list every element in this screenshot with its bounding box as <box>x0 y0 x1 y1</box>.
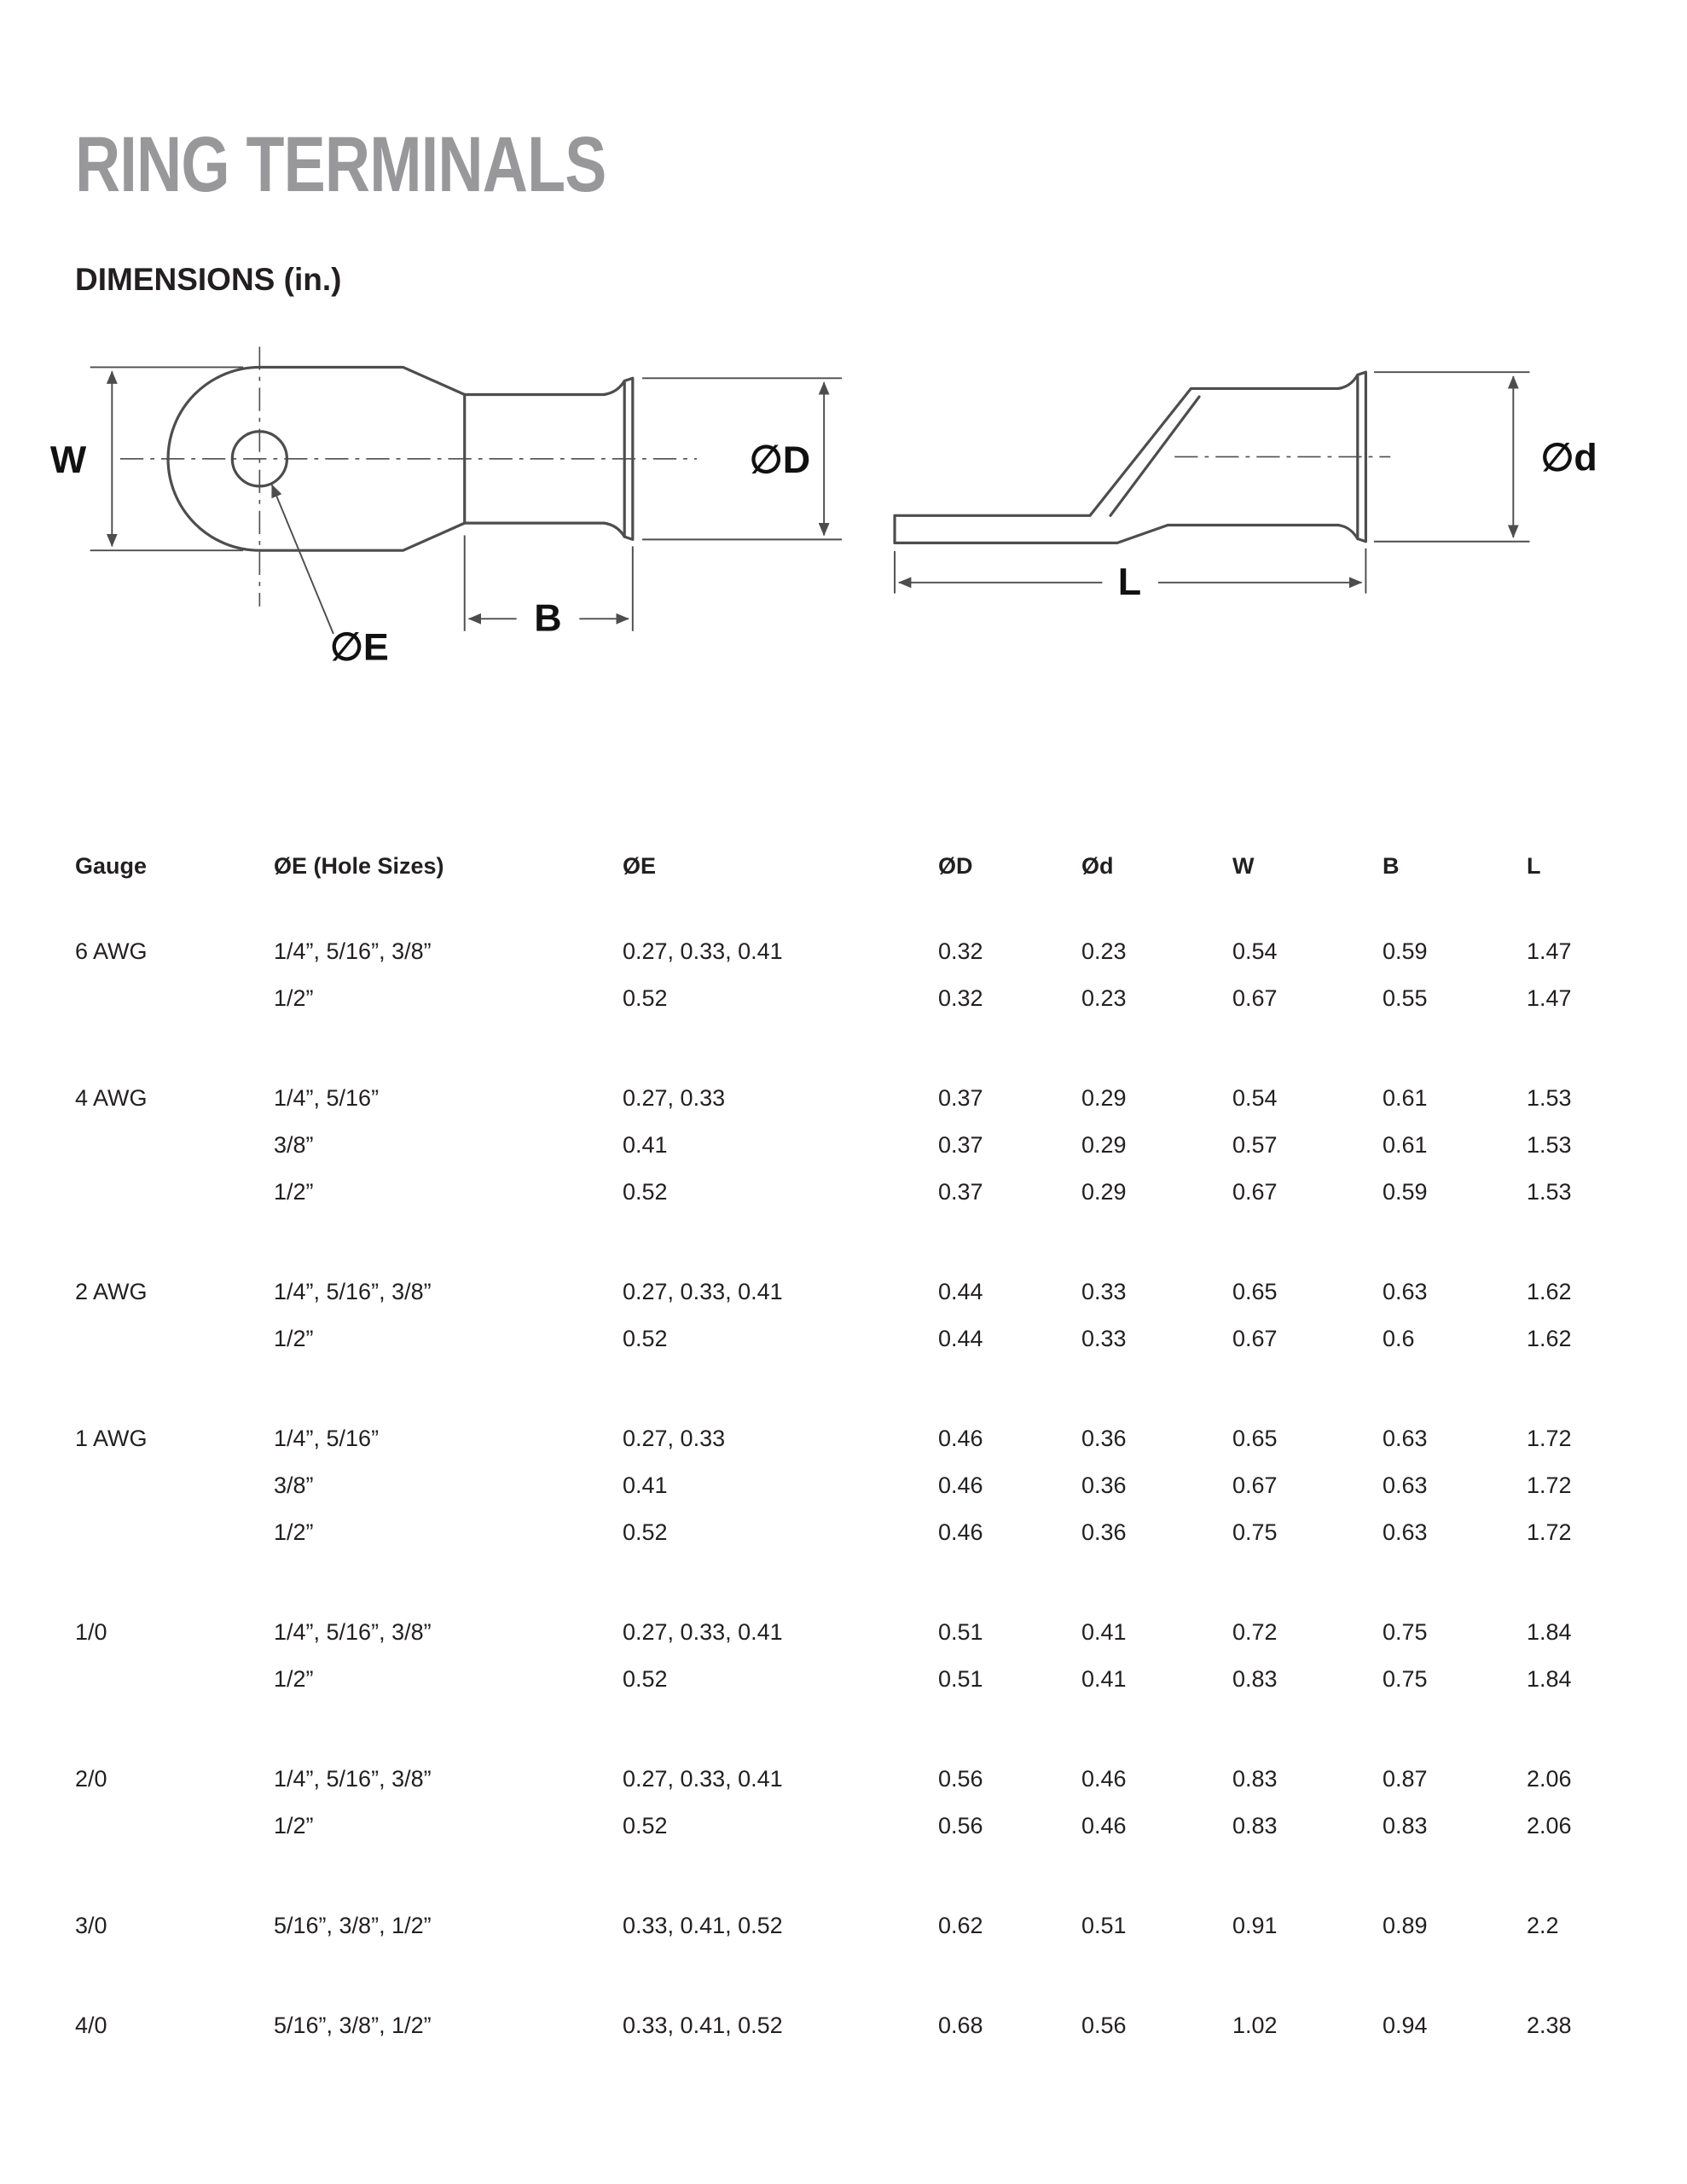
table-group <box>75 1902 1612 1949</box>
table-row <box>75 975 1612 1022</box>
cell-w: 0.83 <box>1232 1813 1278 1839</box>
table-row <box>75 1656 1612 1703</box>
cell-od: 0.46 <box>938 1472 983 1499</box>
cell-gauge: 4/0 <box>75 2013 107 2039</box>
cell-l: 1.72 <box>1527 1472 1572 1499</box>
cell-l: 1.62 <box>1527 1279 1572 1305</box>
col-header-od: ØD <box>938 853 973 880</box>
cell-b: 0.83 <box>1383 1813 1428 1839</box>
cell-w: 0.65 <box>1232 1279 1278 1305</box>
cell-od_small: 0.29 <box>1081 1132 1127 1159</box>
cell-l: 1.62 <box>1527 1326 1572 1352</box>
col-header-l: L <box>1527 853 1541 880</box>
table-group <box>75 928 1612 1022</box>
col-header-oe: ØE <box>623 853 657 880</box>
cell-oe: 0.27, 0.33, 0.41 <box>623 938 783 965</box>
col-header-b: B <box>1383 853 1400 880</box>
cell-hole_sizes: 1/2” <box>274 1519 314 1546</box>
cell-w: 0.54 <box>1232 938 1278 965</box>
cell-hole_sizes: 5/16”, 3/8”, 1/2” <box>274 1913 432 1939</box>
cell-gauge: 1 AWG <box>75 1426 148 1452</box>
cell-hole_sizes: 1/4”, 5/16”, 3/8” <box>274 1279 432 1305</box>
cell-w: 0.57 <box>1232 1132 1278 1159</box>
cell-oe: 0.33, 0.41, 0.52 <box>623 1913 783 1939</box>
cell-w: 1.02 <box>1232 2013 1278 2039</box>
cell-b: 0.87 <box>1383 1766 1428 1792</box>
table-row <box>75 1462 1612 1509</box>
cell-hole_sizes: 1/4”, 5/16” <box>274 1085 380 1112</box>
dimension-lines <box>895 373 1530 594</box>
cell-w: 0.72 <box>1232 1619 1278 1646</box>
cell-hole_sizes: 1/2” <box>274 1179 314 1205</box>
cell-l: 1.53 <box>1527 1179 1572 1205</box>
cell-oe: 0.33, 0.41, 0.52 <box>623 2013 783 2039</box>
cell-l: 1.84 <box>1527 1619 1572 1646</box>
cell-od_small: 0.29 <box>1081 1179 1127 1205</box>
table-group <box>75 1075 1612 1216</box>
cell-hole_sizes: 5/16”, 3/8”, 1/2” <box>274 2013 432 2039</box>
cell-l: 1.72 <box>1527 1426 1572 1452</box>
cell-b: 0.75 <box>1383 1666 1428 1693</box>
cell-od: 0.62 <box>938 1913 983 1939</box>
dim-label-l: L <box>1118 560 1142 604</box>
cell-w: 0.83 <box>1232 1766 1278 1792</box>
cell-b: 0.75 <box>1383 1619 1428 1646</box>
cell-od_small: 0.36 <box>1081 1472 1127 1499</box>
table-row <box>75 1122 1612 1169</box>
cell-od: 0.68 <box>938 2013 983 2039</box>
cell-od: 0.46 <box>938 1519 983 1546</box>
dim-label-oe: ∅E <box>329 624 389 669</box>
table-row <box>75 1169 1612 1216</box>
cell-od_small: 0.41 <box>1081 1666 1127 1693</box>
cell-od_small: 0.46 <box>1081 1766 1127 1792</box>
cell-b: 0.61 <box>1383 1132 1428 1159</box>
cell-b: 0.55 <box>1383 985 1428 1012</box>
cell-od_small: 0.23 <box>1081 985 1127 1012</box>
terminal-side-outline <box>895 373 1365 543</box>
cell-hole_sizes: 1/4”, 5/16”, 3/8” <box>274 1619 432 1646</box>
cell-w: 0.67 <box>1232 985 1278 1012</box>
page-title: RING TERMINALS <box>75 121 606 208</box>
cell-od_small: 0.23 <box>1081 938 1127 965</box>
table-row <box>75 1075 1612 1122</box>
cell-od: 0.46 <box>938 1426 983 1452</box>
cell-oe: 0.52 <box>623 1813 668 1839</box>
cell-oe: 0.27, 0.33, 0.41 <box>623 1279 783 1305</box>
cell-l: 1.72 <box>1527 1519 1572 1546</box>
cell-l: 1.53 <box>1527 1085 1572 1112</box>
cell-od: 0.32 <box>938 938 983 965</box>
cell-hole_sizes: 1/4”, 5/16”, 3/8” <box>274 938 432 965</box>
cell-l: 1.47 <box>1527 938 1572 965</box>
dim-label-w: W <box>49 438 87 482</box>
cell-gauge: 1/0 <box>75 1619 107 1646</box>
table-row <box>75 1756 1612 1803</box>
cell-l: 1.47 <box>1527 985 1572 1012</box>
cell-od_small: 0.41 <box>1081 1619 1127 1646</box>
cell-w: 0.67 <box>1232 1179 1278 1205</box>
cell-oe: 0.27, 0.33 <box>623 1085 726 1112</box>
table-row <box>75 1509 1612 1556</box>
cell-od_small: 0.51 <box>1081 1913 1127 1939</box>
table-row <box>75 2002 1612 2049</box>
col-header-od-small: Ød <box>1081 853 1114 880</box>
dimensions-heading: DIMENSIONS (in.) <box>75 262 342 298</box>
cell-b: 0.89 <box>1383 1913 1428 1939</box>
cell-od_small: 0.33 <box>1081 1279 1127 1305</box>
front-view-diagram <box>41 344 861 672</box>
cell-gauge: 4 AWG <box>75 1085 148 1112</box>
dim-label-od-small: ∅d <box>1540 435 1598 479</box>
side-view-diagram <box>888 361 1612 614</box>
cell-l: 2.2 <box>1527 1913 1559 1939</box>
cell-od_small: 0.56 <box>1081 2013 1127 2039</box>
cell-hole_sizes: 1/4”, 5/16” <box>274 1426 380 1452</box>
cell-oe: 0.52 <box>623 1179 668 1205</box>
cell-b: 0.94 <box>1383 2013 1428 2039</box>
cell-od: 0.37 <box>938 1085 983 1112</box>
cell-b: 0.63 <box>1383 1519 1428 1546</box>
cell-b: 0.6 <box>1383 1326 1415 1352</box>
cell-w: 0.91 <box>1232 1913 1278 1939</box>
table-header-row <box>75 843 1612 890</box>
dim-label-od: ∅D <box>749 438 811 482</box>
table-row <box>75 1609 1612 1656</box>
cell-od: 0.32 <box>938 985 983 1012</box>
technical-drawings <box>41 344 1612 672</box>
table-row <box>75 1415 1612 1462</box>
cell-od_small: 0.36 <box>1081 1426 1127 1452</box>
cell-b: 0.59 <box>1383 1179 1428 1205</box>
cell-l: 1.53 <box>1527 1132 1572 1159</box>
table-row <box>75 928 1612 975</box>
cell-oe: 0.27, 0.33, 0.41 <box>623 1619 783 1646</box>
cell-hole_sizes: 1/2” <box>274 985 314 1012</box>
cell-oe: 0.52 <box>623 985 668 1012</box>
table-group <box>75 1415 1612 1556</box>
cell-oe: 0.27, 0.33, 0.41 <box>623 1766 783 1792</box>
cell-w: 0.65 <box>1232 1426 1278 1452</box>
cell-gauge: 2/0 <box>75 1766 107 1792</box>
cell-oe: 0.41 <box>623 1472 668 1499</box>
table-row <box>75 1269 1612 1316</box>
table-row <box>75 1902 1612 1949</box>
table-group <box>75 2002 1612 2049</box>
table-group <box>75 1756 1612 1850</box>
cell-w: 0.67 <box>1232 1472 1278 1499</box>
cell-w: 0.54 <box>1232 1085 1278 1112</box>
cell-od_small: 0.46 <box>1081 1813 1127 1839</box>
cell-od: 0.37 <box>938 1132 983 1159</box>
cell-oe: 0.41 <box>623 1132 668 1159</box>
cell-od_small: 0.29 <box>1081 1085 1127 1112</box>
cell-od: 0.44 <box>938 1279 983 1305</box>
table-row <box>75 1803 1612 1850</box>
cell-gauge: 6 AWG <box>75 938 148 965</box>
cell-gauge: 3/0 <box>75 1913 107 1939</box>
cell-b: 0.63 <box>1383 1472 1428 1499</box>
cell-od: 0.56 <box>938 1766 983 1792</box>
cell-oe: 0.27, 0.33 <box>623 1426 726 1452</box>
cell-hole_sizes: 1/2” <box>274 1813 314 1839</box>
cell-b: 0.63 <box>1383 1426 1428 1452</box>
cell-w: 0.83 <box>1232 1666 1278 1693</box>
cell-l: 2.06 <box>1527 1813 1572 1839</box>
col-header-w: W <box>1232 853 1255 880</box>
cell-oe: 0.52 <box>623 1326 668 1352</box>
col-header-hole-sizes: ØE (Hole Sizes) <box>274 853 444 880</box>
cell-od: 0.51 <box>938 1666 983 1693</box>
cell-gauge: 2 AWG <box>75 1279 148 1305</box>
table-group <box>75 1609 1612 1703</box>
cell-od_small: 0.36 <box>1081 1519 1127 1546</box>
cell-od: 0.44 <box>938 1326 983 1352</box>
dimensions-table <box>75 843 1612 2049</box>
cell-hole_sizes: 1/2” <box>274 1666 314 1693</box>
cell-od_small: 0.33 <box>1081 1326 1127 1352</box>
cell-od: 0.56 <box>938 1813 983 1839</box>
cell-l: 2.06 <box>1527 1766 1572 1792</box>
cell-od: 0.51 <box>938 1619 983 1646</box>
table-body <box>75 928 1612 2049</box>
cell-oe: 0.52 <box>623 1666 668 1693</box>
cell-l: 1.84 <box>1527 1666 1572 1693</box>
table-group <box>75 1269 1612 1362</box>
cell-b: 0.63 <box>1383 1279 1428 1305</box>
dim-label-b: B <box>534 596 562 641</box>
cell-hole_sizes: 3/8” <box>274 1472 314 1499</box>
col-header-gauge: Gauge <box>75 853 148 880</box>
cell-b: 0.59 <box>1383 938 1428 965</box>
cell-w: 0.75 <box>1232 1519 1278 1546</box>
cell-w: 0.67 <box>1232 1326 1278 1352</box>
cell-l: 2.38 <box>1527 2013 1572 2039</box>
cell-oe: 0.52 <box>623 1519 668 1546</box>
cell-b: 0.61 <box>1383 1085 1428 1112</box>
table-row <box>75 1316 1612 1362</box>
cell-hole_sizes: 1/2” <box>274 1326 314 1352</box>
cell-hole_sizes: 3/8” <box>274 1132 314 1159</box>
cell-od: 0.37 <box>938 1179 983 1205</box>
cell-hole_sizes: 1/4”, 5/16”, 3/8” <box>274 1766 432 1792</box>
